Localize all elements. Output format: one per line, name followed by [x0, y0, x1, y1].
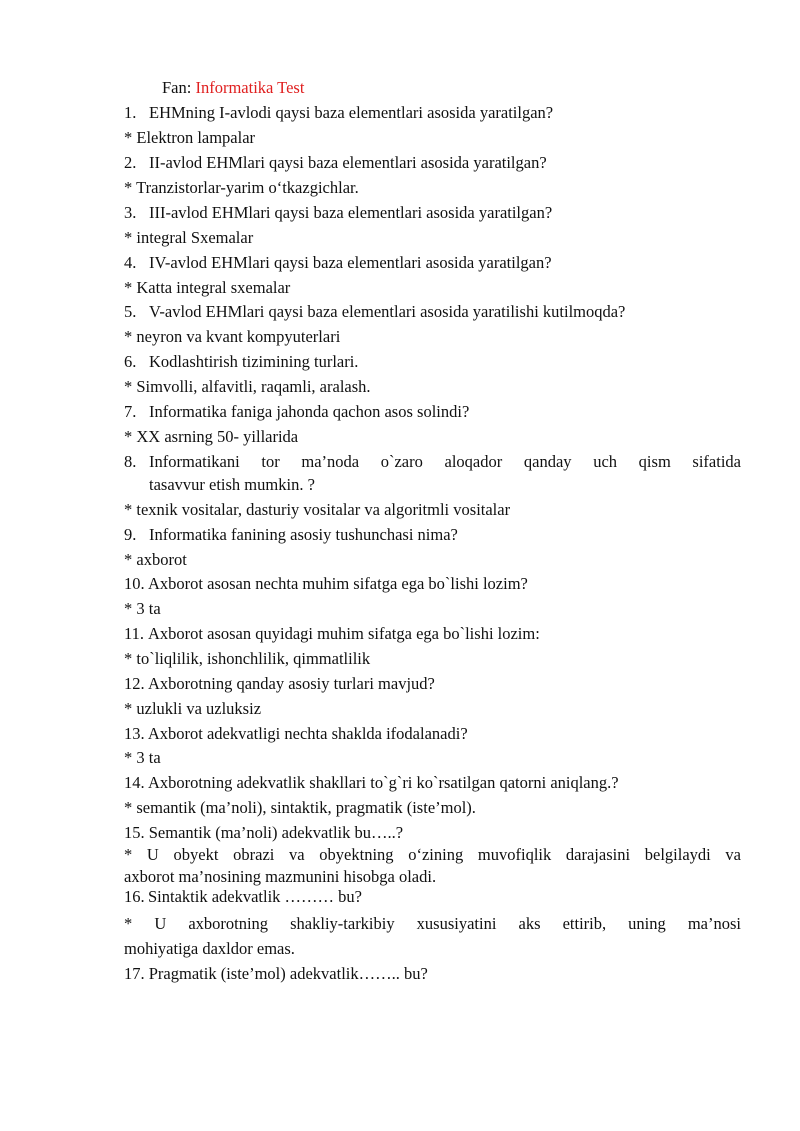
answer-2: * Tranzistorlar-yarim o‘tkazgichlar. [124, 178, 359, 197]
question-15: 15. Semantik (ma’noli) adekvatlik bu…..? [124, 823, 404, 842]
answer-15-line-2: axborot ma’nosining mazmunini hisobga oladi. [124, 867, 437, 886]
title-subject: Informatika Test [195, 78, 305, 97]
answer-16-line-1: * U axborotning shakliy-tarkibiy xususiyatini aks ettirib, uning ma’nosi [124, 914, 741, 933]
answer-13: * 3 ta [124, 748, 161, 767]
question-4: 4. IV-avlod EHMlari qaysi baza elementlari asosida yaratilgan? [124, 253, 552, 272]
question-7: 7. Informatika faniga jahonda qachon asos solindi? [124, 402, 470, 421]
answer-5: * neyron va kvant kompyuterlari [124, 327, 341, 346]
question-13: 13. Axborot adekvatligi nechta shaklda ifodalanadi? [124, 724, 468, 743]
question-2: 2. II-avlod EHMlari qaysi baza elementlari asosida yaratilgan? [124, 153, 547, 172]
answer-6: * Simvolli, alfavitli, raqamli, aralash. [124, 377, 371, 396]
answer-15-line-1: * U obyekt obrazi va obyektning o‘zining muvofiqlik darajasini belgilaydi va [124, 845, 741, 864]
answer-7: * XX asrning 50- yillarida [124, 427, 299, 446]
answer-10: * 3 ta [124, 599, 161, 618]
answer-3: * integral Sxemalar [124, 228, 254, 247]
answer-12: * uzlukli va uzluksiz [124, 699, 262, 718]
question-5: 5. V-avlod EHMlari qaysi baza elementlari asosida yaratilishi kutilmoqda? [124, 302, 626, 321]
question-8-continuation: tasavvur etish mumkin. ? [149, 475, 315, 494]
document-title [162, 78, 304, 98]
answer-9: * axborot [124, 550, 187, 569]
question-10: 10. Axborot asosan nechta muhim sifatga ega bo`lishi lozim? [124, 574, 528, 593]
answer-8: * texnik vositalar, dasturiy vositalar va algoritmli vositalar [124, 500, 511, 519]
question-14: 14. Axborotning adekvatlik shakllari to`g`ri ko`rsatilgan qatorni aniqlang.? [124, 773, 619, 792]
answer-4: * Katta integral sxemalar [124, 278, 291, 297]
question-1: 1. EHMning I-avlodi qaysi baza elementlari asosida yaratilgan? [124, 103, 554, 122]
question-8: 8. Informatikani tor ma’noda o`zaro aloqador qanday uch qism sifatida [124, 452, 741, 471]
question-12: 12. Axborotning qanday asosiy turlari mavjud? [124, 674, 435, 693]
answer-16-line-2: mohiyatiga daxldor emas. [124, 939, 295, 958]
question-6: 6. Kodlashtirish tizimining turlari. [124, 352, 359, 371]
question-3: 3. III-avlod EHMlari qaysi baza elementlari asosida yaratilgan? [124, 203, 553, 222]
question-11: 11. Axborot asosan quyidagi muhim sifatga ega bo`lishi lozim: [124, 624, 540, 643]
answer-11: * to`liqlilik, ishonchlilik, qimmatlilik [124, 649, 371, 668]
answer-14: * semantik (ma’noli), sintaktik, pragmatik (iste’mol). [124, 798, 476, 817]
title-prefix: Fan: [162, 78, 196, 97]
answer-1: * Elektron lampalar [124, 128, 256, 147]
question-9: 9. Informatika fanining asosiy tushunchasi nima? [124, 525, 458, 544]
question-17: 17. Pragmatik (iste’mol) adekvatlik…….. bu? [124, 964, 428, 983]
question-16: 16. Sintaktik adekvatlik ……… bu? [124, 887, 363, 906]
